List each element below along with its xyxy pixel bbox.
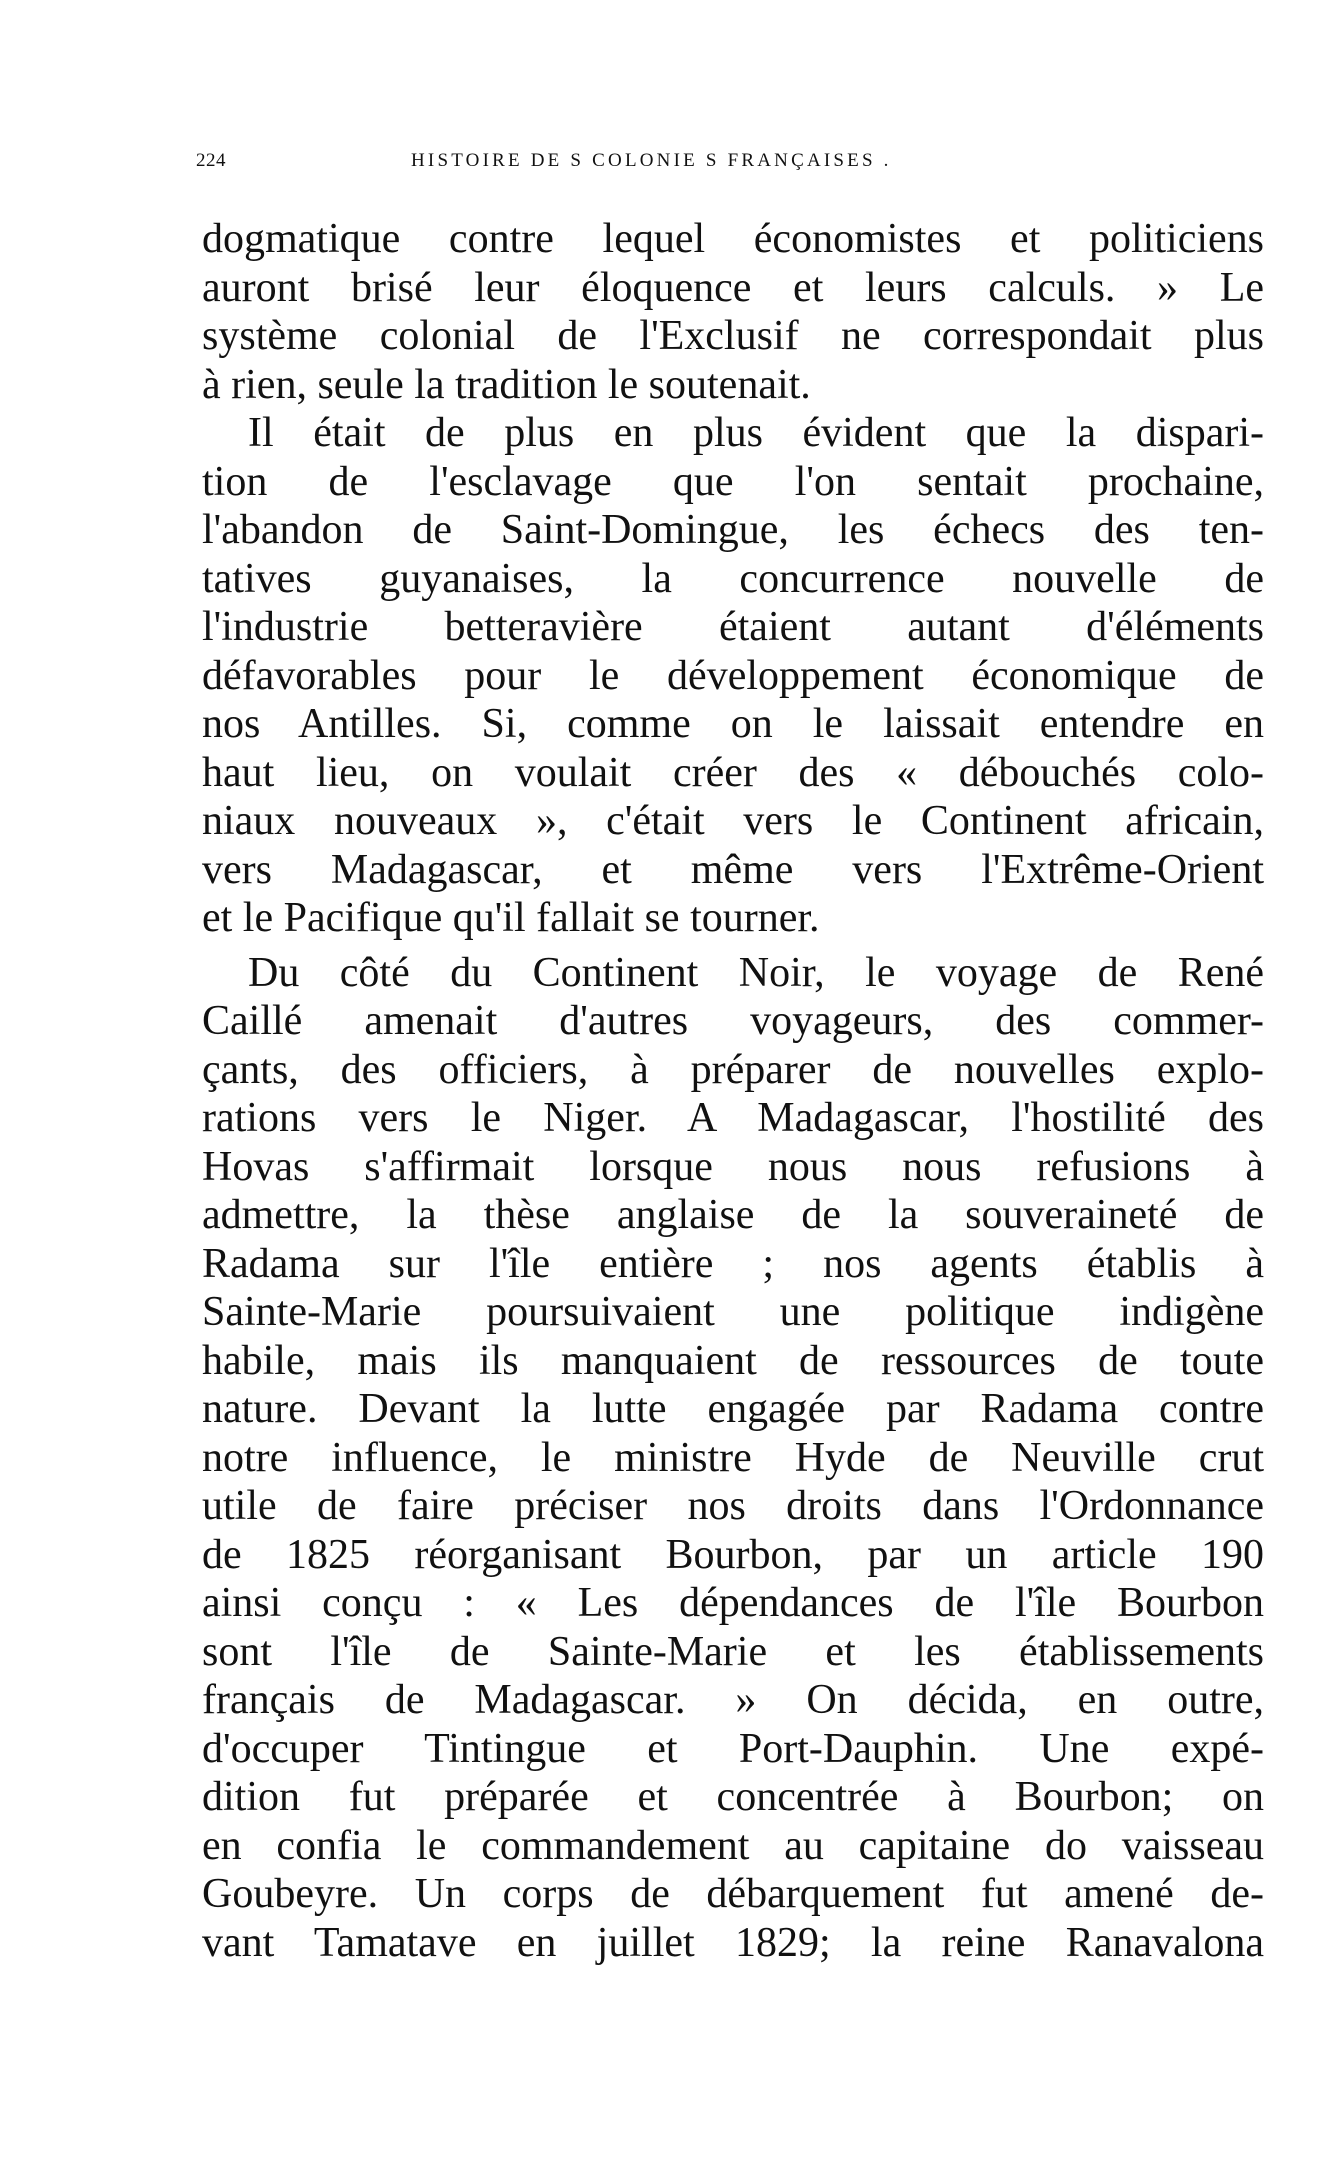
- text-line: Radama sur l'île entière ; nos agents établis à: [202, 1240, 1264, 1287]
- text-line: ainsi conçu : « Les dépendances de l'île Bourbon: [202, 1580, 1264, 1626]
- text-line: Du côté du Continent Noir, le voyage de René: [248, 949, 1264, 996]
- text-line: Hovas s'affirmait lorsque nous nous refusions à: [202, 1143, 1264, 1190]
- text-line: vers Madagascar, et même vers l'Extrême-Orient: [202, 846, 1264, 893]
- text-line: utile de faire préciser nos droits dans l'Ordonnance: [202, 1483, 1264, 1529]
- text-line: en confia le commandement au capitaine do vaisseau: [202, 1822, 1264, 1869]
- paragraph-2: [202, 409, 1264, 943]
- text-line: rations vers le Niger. A Madagascar, l'hostilité des: [202, 1095, 1264, 1141]
- text-line: français de Madagascar. » On décida, en outre,: [202, 1677, 1264, 1723]
- text-line: habile, mais ils manquaient de ressources de toute: [202, 1337, 1264, 1384]
- paragraph-1: [202, 215, 1264, 409]
- text-line: Sainte-Marie poursuivaient une politique indigène: [202, 1289, 1264, 1335]
- text-line: admettre, la thèse anglaise de la souveraineté de: [202, 1192, 1264, 1238]
- text-line: nos Antilles. Si, comme on le laissait entendre en: [202, 701, 1264, 747]
- text-line: Il était de plus en plus évident que la dispari-: [248, 410, 1264, 456]
- text-line: à rien, seule la tradition le soutenait.: [202, 361, 811, 408]
- text-line: Goubeyre. Un corps de débarquement fut amené de-: [202, 1871, 1264, 1917]
- text-line: notre influence, le ministre Hyde de Neuville crut: [202, 1434, 1264, 1481]
- text-line: dogmatique contre lequel économistes et politiciens: [202, 216, 1264, 262]
- page-number: 224: [196, 150, 226, 171]
- text-line: sont l'île de Sainte-Marie et les établissements: [202, 1628, 1264, 1675]
- text-line: nature. Devant la lutte engagée par Radama contre: [202, 1386, 1264, 1432]
- text-line: d'occuper Tintingue et Port-Dauphin. Une expé-: [202, 1725, 1264, 1772]
- text-line: de 1825 réorganisant Bourbon, par un article 190: [202, 1531, 1264, 1578]
- text-line: Caillé amenait d'autres voyageurs, des commer-: [202, 998, 1264, 1044]
- text-line: haut lieu, on voulait créer des « débouchés colo-: [202, 749, 1264, 796]
- body-text: [202, 215, 1264, 1967]
- text-line: système colonial de l'Exclusif ne correspondait plus: [202, 313, 1264, 359]
- running-header: [196, 150, 1264, 180]
- text-line: vant Tamatave en juillet 1829; la reine Ranavalona: [202, 1919, 1264, 1966]
- text-line: tatives guyanaises, la concurrence nouvelle de: [202, 555, 1264, 602]
- text-line: auront brisé leur éloquence et leurs calculs. » Le: [202, 264, 1264, 311]
- text-line: niaux nouveaux », c'était vers le Continent africain,: [202, 798, 1264, 844]
- paragraph-3: [202, 949, 1264, 1968]
- text-line: défavorables pour le développement économique de: [202, 652, 1264, 699]
- text-line: l'abandon de Saint-Domingue, les échecs des ten-: [202, 507, 1264, 553]
- text-line: çants, des officiers, à préparer de nouvelles explo-: [202, 1046, 1264, 1093]
- text-line: l'industrie betteravière étaient autant d'éléments: [202, 604, 1264, 650]
- running-title: HISTOIRE DE S COLONIE S FRANÇAISES .: [411, 150, 892, 171]
- text-line: et le Pacifique qu'il fallait se tourner.: [202, 895, 820, 941]
- text-line: tion de l'esclavage que l'on sentait prochaine,: [202, 458, 1264, 505]
- text-line: dition fut préparée et concentrée à Bourbon; on: [202, 1774, 1264, 1820]
